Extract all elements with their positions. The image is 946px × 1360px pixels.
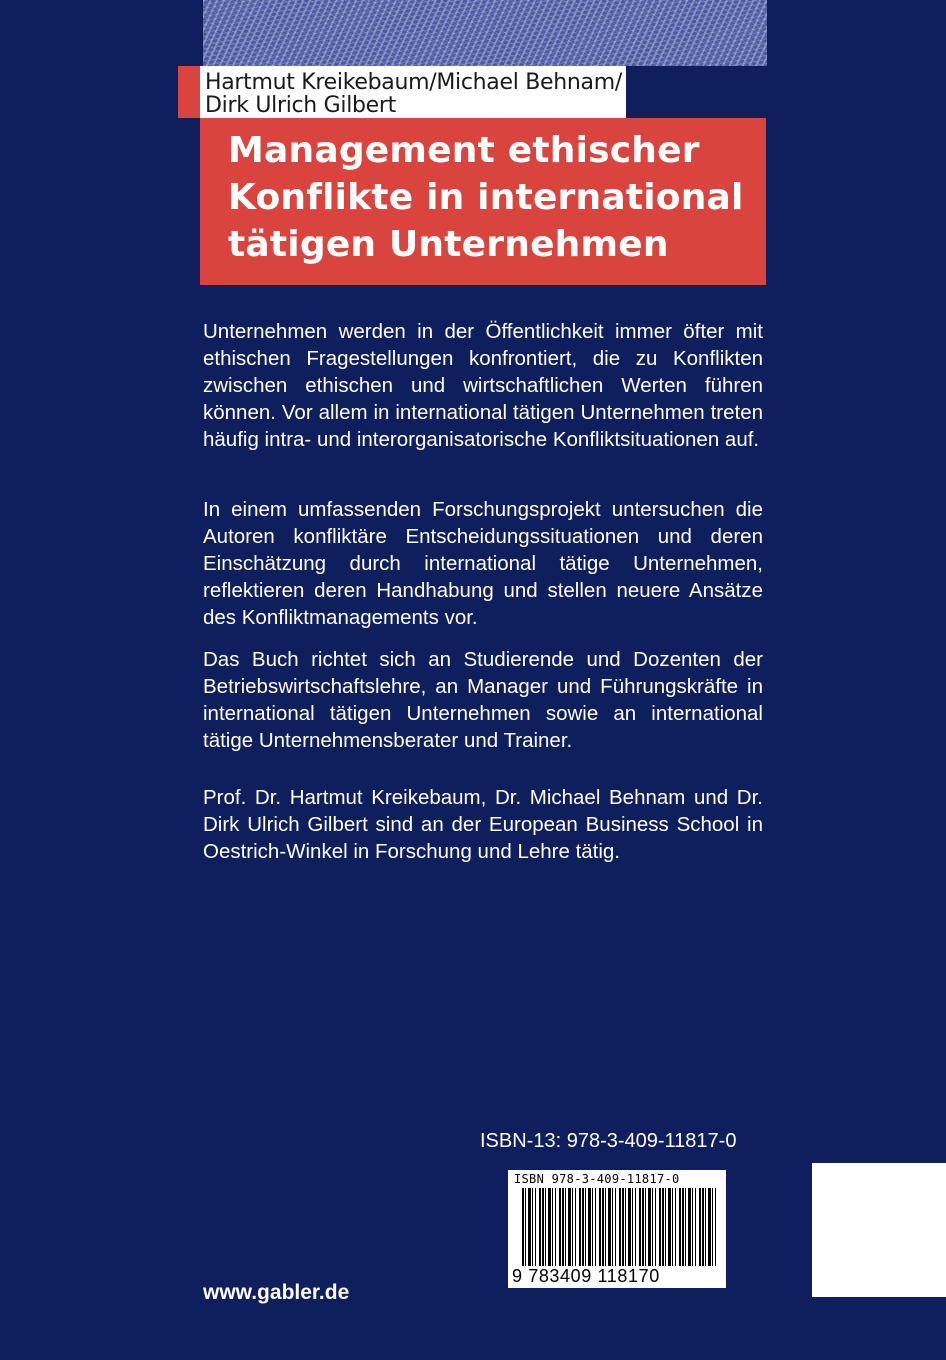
barcode-digits: 9 783409 118170 bbox=[512, 1266, 660, 1286]
description-paragraph-2: In einem umfassenden Forschungsprojekt untersuchen die Autoren konfliktäre Entscheidungssituationen und deren Einschätzung durch international tätige Unternehmen, reflektieren deren Handhabung und stellen neuere Ansätze des Konfliktmanagements vor. bbox=[203, 498, 763, 629]
barcode bbox=[508, 1170, 726, 1288]
publisher-website: www.gabler.de bbox=[203, 1281, 350, 1304]
description-paragraph-1: Unternehmen werden in der Öffentlichkeit immer öfter mit ethischen Fragestellungen konfrontiert, die zu Konflikten zwischen ethischen und wirtschaftlichen Werten führen können. Vor allem in international tätigen Unternehmen treten häufig intra- und interorganisatorische Konfliktsituationen auf. bbox=[203, 320, 763, 451]
red-accent-tab bbox=[178, 66, 200, 118]
description-paragraph-3: Das Buch richtet sich an Studierende und Dozenten der Betriebswirtschaftslehre, an Manager und Führungskräfte in international tätigen Unternehmen sowie an international tätige Unternehmensberater und Trainer. bbox=[203, 648, 763, 752]
book-title-line-2: Konflikte in international bbox=[228, 177, 744, 218]
author-line-1: Hartmut Kreikebaum/Michael Behnam/ bbox=[205, 70, 622, 95]
barcode-bars-icon bbox=[522, 1188, 718, 1266]
authors-bio-paragraph: Prof. Dr. Hartmut Kreikebaum, Dr. Michael Behnam und Dr. Dirk Ulrich Gilbert sind an der European Business School in Oestrich-Winkel in Forschung und Lehre tätig. bbox=[203, 786, 763, 863]
barcode-isbn-text: ISBN 978-3-409-11817-0 bbox=[514, 1172, 680, 1186]
book-title-line-1: Management ethischer bbox=[228, 130, 700, 171]
cover-texture-image bbox=[203, 0, 767, 66]
price-sticker-area bbox=[812, 1163, 946, 1297]
isbn-label: ISBN-13: 978-3-409-11817-0 bbox=[480, 1130, 737, 1152]
book-title-line-3: tätigen Unternehmen bbox=[228, 224, 669, 265]
author-line-2: Dirk Ulrich Gilbert bbox=[205, 93, 396, 118]
